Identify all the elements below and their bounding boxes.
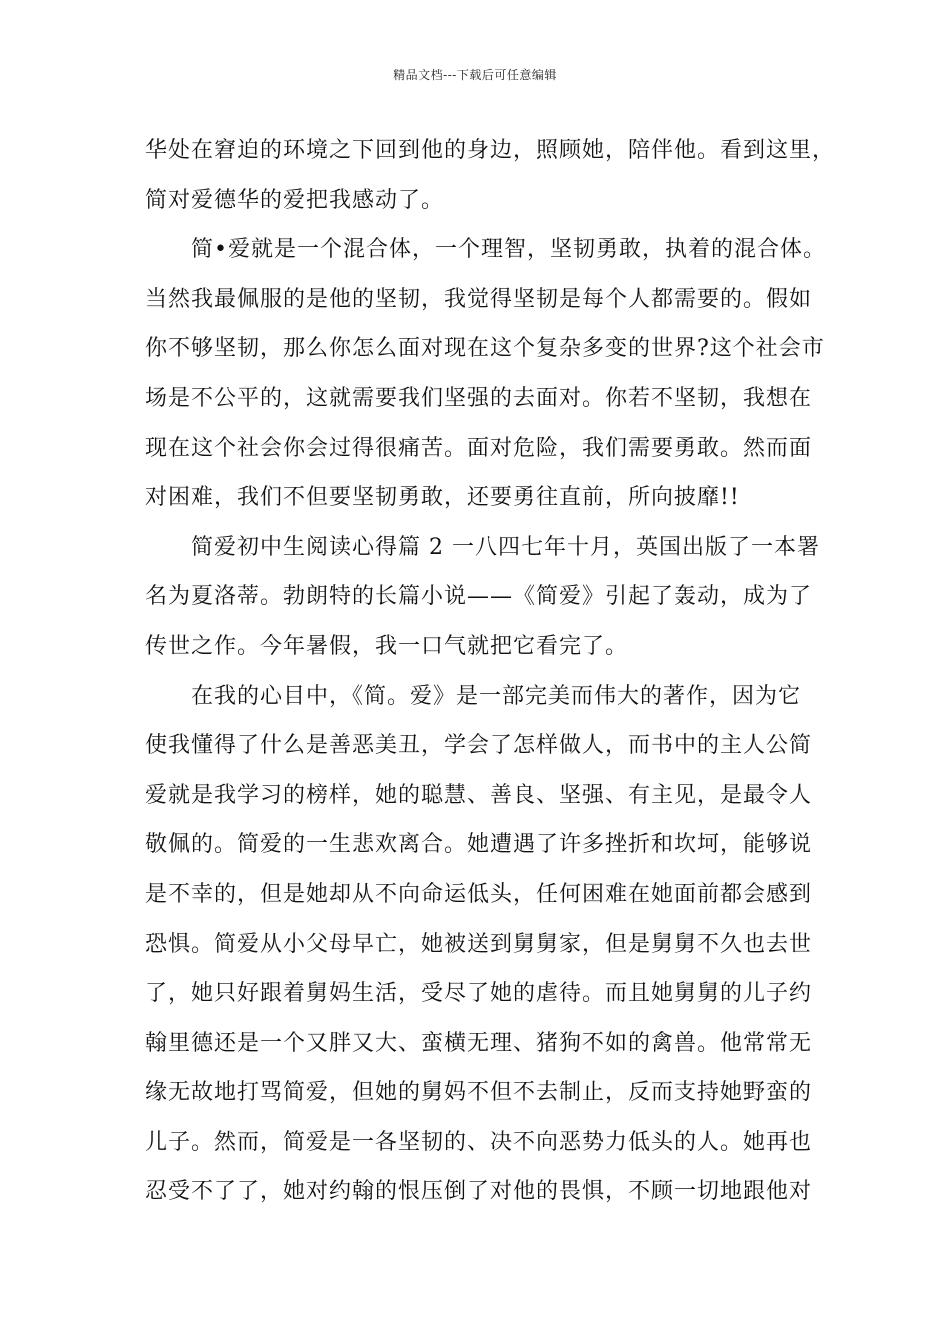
text-line: 忍受不了了，她对约翰的恨压倒了对他的畏惧，不顾一切地跟他对	[145, 1179, 813, 1205]
text-line: 华处在窘迫的环境之下回到他的身边，照顾她，陪伴他。看到这里，	[145, 138, 836, 163]
text-line: 是不幸的，但是她却从不向命运低头，任何困难在她面前都会感到	[145, 881, 813, 907]
text-line: 了，她只好跟着舅妈生活，受尽了她的虐待。而且她舅舅的儿子约	[145, 981, 813, 1007]
text-line: 简爱初中生阅读心得篇 2 一八四七年十月，英国出版了一本署	[145, 534, 820, 560]
text-line: 简•爱就是一个混合体，一个理智，坚韧勇敢，执着的混合体。	[145, 237, 826, 263]
page-header: 精品文档---下载后可任意编辑	[393, 68, 557, 82]
text-line: 敬佩的。简爱的一生悲欢离合。她遭遇了许多挫折和坎坷，能够说	[145, 832, 813, 858]
text-line: 对困难，我们不但要坚韧勇敢，还要勇往直前，所向披靡!!	[145, 485, 740, 511]
text-line: 现在这个社会你会过得很痛苦。面对危险，我们需要勇敢。然而面	[145, 435, 813, 461]
document-body	[145, 126, 836, 1217]
text-line: 在我的心目中，《简。爱》是一部完美而伟大的著作，因为它	[145, 683, 802, 709]
text-line: 使我懂得了什么是善恶美丑，学会了怎样做人，而书中的主人公简	[145, 733, 813, 759]
text-line: 名为夏洛蒂。勃朗特的长篇小说——《简爱》引起了轰动，成为了	[145, 584, 813, 610]
text-line: 你不够坚韧，那么你怎么面对现在这个复杂多变的世界?这个社会市	[145, 336, 825, 362]
text-line: 翰里德还是一个又胖又大、蛮横无理、猪狗不如的禽兽。他常常无	[145, 1030, 813, 1056]
text-line: 缘无故地打骂简爱，但她的舅妈不但不去制止，反而支持她野蛮的	[145, 1080, 813, 1106]
text-line: 爱就是我学习的榜样，她的聪慧、善良、坚强、有主见，是最令人	[145, 782, 813, 808]
text-line: 场是不公平的，这就需要我们坚强的去面对。你若不坚韧，我想在	[145, 385, 813, 411]
text-line: 传世之作。今年暑假，我一口气就把它看完了。	[145, 633, 629, 659]
text-line: 当然我最佩服的是他的坚韧，我觉得坚韧是每个人都需要的。假如	[145, 286, 813, 312]
text-line: 儿子。然而，简爱是一各坚韧的、决不向恶势力低头的人。她再也	[145, 1129, 813, 1155]
text-line: 简对爱德华的爱把我感动了。	[145, 187, 445, 213]
text-line: 恐惧。简爱从小父母早亡，她被送到舅舅家，但是舅舅不久也去世	[145, 931, 813, 957]
